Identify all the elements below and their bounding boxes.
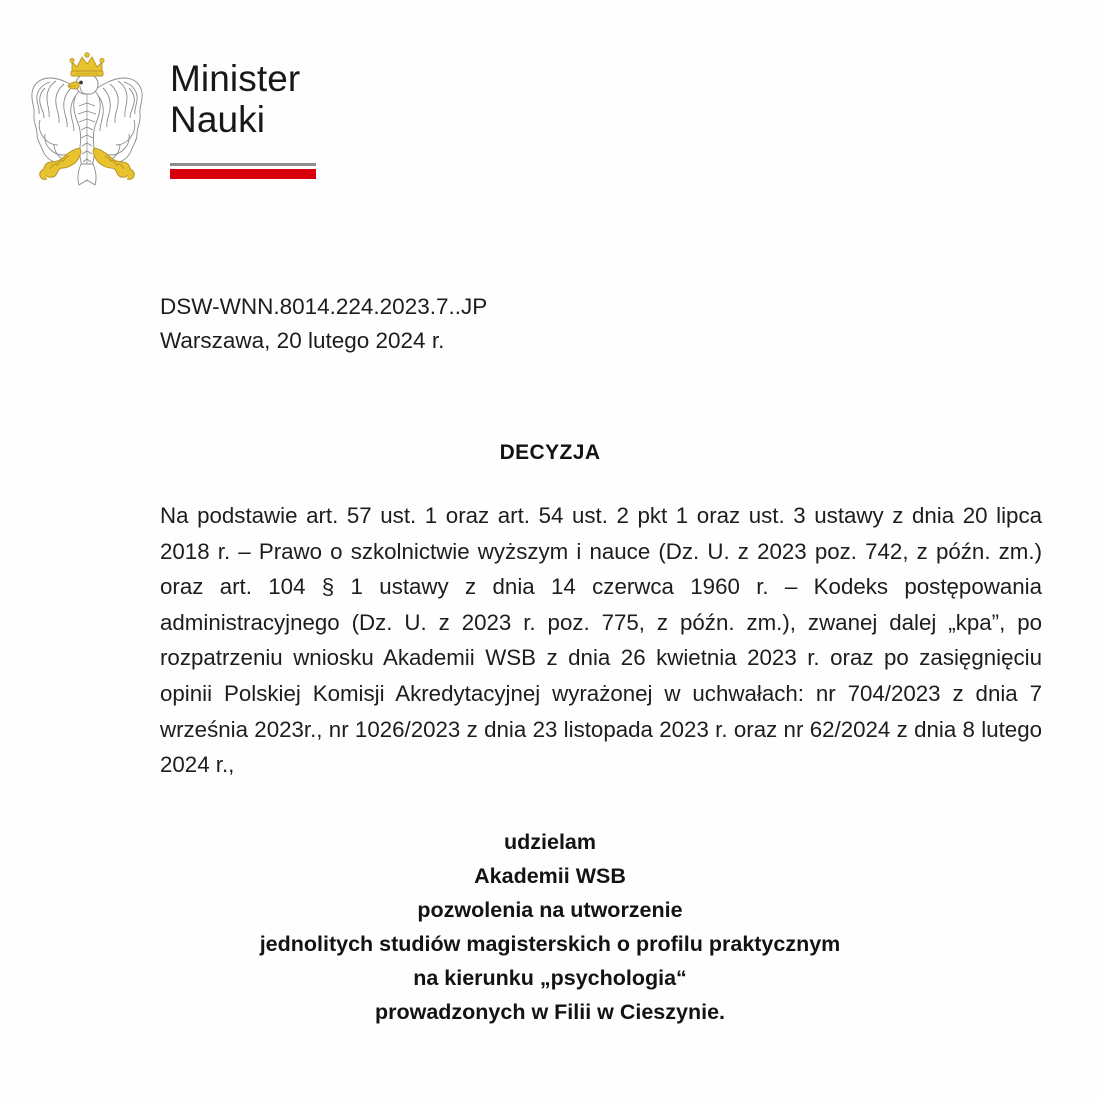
grant-line-permission: pozwolenia na utworzenie: [417, 898, 683, 922]
grant-statement-block: [0, 825, 1100, 1029]
case-number: DSW-WNN.8014.224.2023.7..JP: [160, 294, 488, 319]
ministry-name-line-2: Nauki: [170, 99, 266, 141]
grey-rule-divider: [170, 163, 316, 166]
crown-detail: [70, 53, 104, 76]
letterhead: [24, 44, 316, 190]
beak-detail: [68, 82, 79, 89]
grant-line-program: jednolitych studiów magisterskich o profilu praktycznym: [259, 932, 841, 956]
reference-block: [160, 290, 860, 358]
polish-eagle-emblem-icon: [24, 44, 150, 190]
document-title: DECYZJA: [499, 441, 601, 464]
place-and-date: Warszawa, 20 lutego 2024 r.: [160, 328, 445, 353]
ministry-name-line-1: Minister: [170, 58, 301, 99]
legal-basis-section: [160, 498, 1042, 783]
ministry-wordmark: [170, 44, 316, 179]
grant-line-location: prowadzonych w Filii w Cieszynie.: [374, 1000, 726, 1024]
legal-basis-paragraph: Na podstawie art. 57 ust. 1 oraz art. 54 ust. 2 pkt 1 oraz ust. 3 ustawy z dnia 20 lipca 2018 r. – Prawo o szkolnictwie wyższym i nauce (Dz. U. z 2023 poz. 742, z późn. zm.) oraz art. 104 § 1 ustawy z dnia 14 czerwca 1960 r. – Kodeks postępowania administracyjnego (Dz. U. z 2023 r. poz. 775, z późn. zm.), zwanej dalej „kpa”, po rozpatrzeniu wniosku Akademii WSB z dnia 26 kwietnia 2023 r. oraz po zasięgnięciu opinii Polskiej Komisji Akredytacyjnej wyrażonej w uchwałach: nr 704/2023 z dnia 7 września 2023r., nr 1026/2023 z dnia 23 listopada 2023 r. oraz nr 62/2024 z dnia 8 lutego 2024 r.,: [160, 503, 1042, 778]
grant-line-udzielam: udzielam: [504, 830, 596, 854]
grant-line-institution: Akademii WSB: [474, 864, 626, 888]
red-rule-divider: [170, 169, 316, 179]
grant-line-field: na kierunku „psychologia“: [413, 966, 687, 990]
